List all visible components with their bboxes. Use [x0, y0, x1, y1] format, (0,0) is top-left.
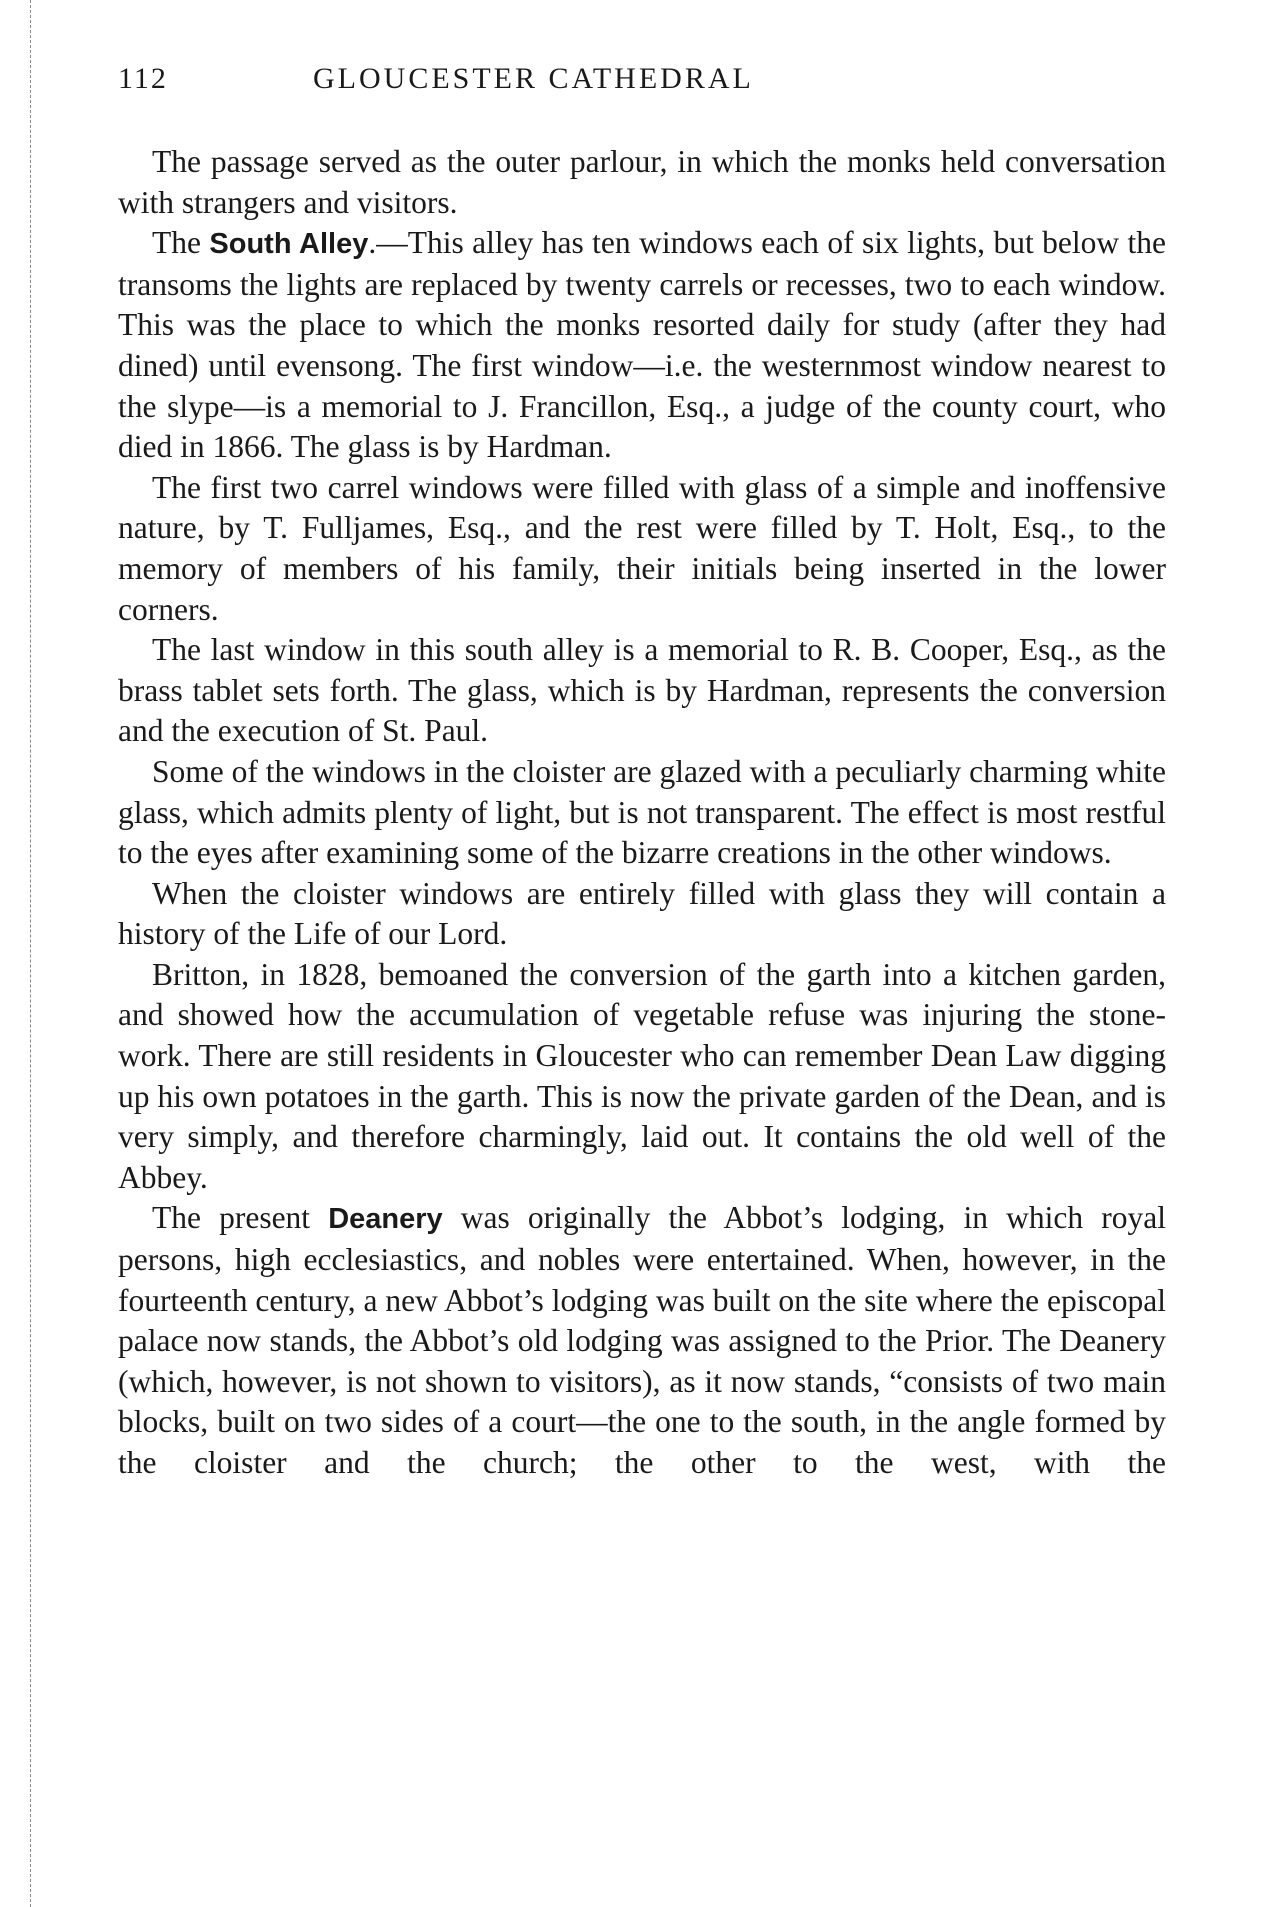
page-number: 112 — [118, 62, 168, 95]
paragraph-pre: The — [152, 225, 210, 261]
paragraph — [118, 223, 1166, 468]
paragraph — [118, 630, 1166, 752]
paragraph-text: Britton, in 1828, bemoaned the conversion of the garth into a kitchen garden, and showed how the accumulation of vegetable refuse was injuring the stone-work. There are still residents in Gloucester who can remember Dean Law digging up his own potatoes in the garth. This is now the private garden of the Dean, and is very simply, and therefore charmingly, laid out. It contains the old well of the Abbey. — [118, 956, 1166, 1195]
running-title: GLOUCESTER CATHEDRAL — [313, 62, 754, 95]
paragraph — [118, 468, 1166, 630]
running-header — [118, 62, 1168, 102]
section-heading-south-alley: South Alley — [209, 228, 369, 261]
paragraph — [118, 1198, 1166, 1483]
paragraph-text: The last window in this south alley is a memorial to R. B. Cooper, Esq., as the brass tablet sets forth. The glass, which is by Hardman, represents the conversion and the execution of St. Paul. — [118, 632, 1166, 749]
paragraph-text: When the cloister windows are entirely filled with glass they will contain a history of the Life of our Lord. — [118, 875, 1166, 952]
page-edge-line — [30, 0, 31, 1907]
paragraph — [118, 142, 1166, 223]
paragraph — [118, 955, 1166, 1199]
paragraph-text: was originally the Abbot’s lodging, in which royal persons, high ecclesiastics, and nobles were entertained. When, however, in the fourteenth century, a new Abbot’s lodging was built on the site where the episcopal palace now stands, the Abbot’s old lodging was assigned to the Prior. The Deanery (which, however, is not shown to visitors), as it now stands, “consists of two main blocks, built on two sides of a court—the one to the south, in the angle formed by the cloister and the church; the other to the west, with the — [118, 1200, 1167, 1480]
paragraph-pre: The present — [152, 1200, 329, 1236]
paragraph-text: Some of the windows in the cloister are glazed with a peculiarly charming white glass, which admits plenty of light, but is not transparent. The effect is most restful to the eyes after examining some of the bizarre creations in the other windows. — [118, 753, 1166, 871]
body-text — [118, 142, 1166, 1484]
paragraph — [118, 874, 1166, 955]
paragraph-text: .—This alley has ten windows each of six lights, but below the transoms the lights are replaced by twenty carrels or recesses, two to each window. This was the place to which the monks resorted daily for study (after they had dined) until evensong. The first window—i.e. the westernmost window nearest to the slype—is a memorial to J. Francillon, Esq., a judge of the county court, who died in 1866. The glass is by Hardman. — [118, 225, 1166, 465]
paragraph-text: The first two carrel windows were filled with glass of a simple and inoffensive nature, by T. Fulljames, Esq., and the rest were filled by T. Holt, Esq., to the memory of members of his family, their initials being inserted in the lower corners. — [118, 469, 1166, 627]
paragraph — [118, 752, 1166, 874]
section-heading-deanery: Deanery — [328, 1203, 443, 1236]
paragraph-text: The passage served as the outer parlour, in which the monks held conversation with strangers and visitors. — [118, 144, 1166, 220]
